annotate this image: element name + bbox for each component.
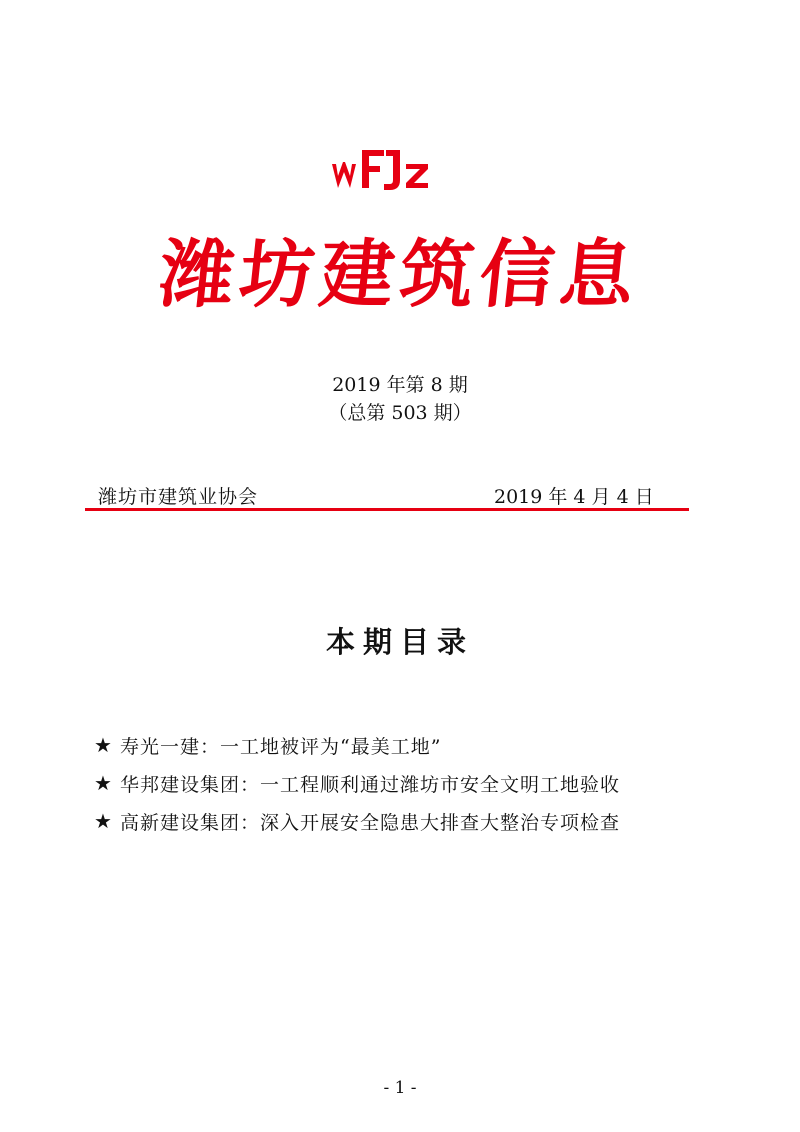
issue-total-number: （总第 503 期） <box>328 402 472 424</box>
toc-title: 本期目录 <box>325 625 474 659</box>
toc-item[interactable] <box>94 764 620 802</box>
page-number: - 1 - <box>383 1078 417 1098</box>
toc-item-headline: 深入开展安全隐患大排查大整治专项检查 <box>260 811 621 834</box>
toc-item[interactable] <box>94 802 620 840</box>
toc-item-headline: 一工地被评为“最美工地” <box>220 735 442 758</box>
masthead-title: 潍坊建筑信息 <box>155 232 645 318</box>
toc-item-org: 华邦建设集团 <box>120 773 241 796</box>
wfjz-logo-mark <box>328 140 434 194</box>
toc-item-org: 寿光一建 <box>120 735 201 758</box>
toc-item-org: 高新建设集团 <box>120 811 241 834</box>
toc-item-separator: ： <box>240 811 261 834</box>
issue-number: 2019 年第 8 期 <box>332 374 468 396</box>
toc-item-separator: ： <box>200 735 221 758</box>
publish-date: 2019 年 4 月 4 日 <box>494 486 654 508</box>
toc-item[interactable] <box>94 726 620 764</box>
toc-list <box>94 726 620 840</box>
header-divider <box>85 508 689 511</box>
star-icon: ★ <box>94 809 113 833</box>
toc-item-separator: ： <box>240 773 261 796</box>
toc-item-headline: 一工程顺利通过潍坊市安全文明工地验收 <box>260 773 621 796</box>
publisher-name: 潍坊市建筑业协会 <box>98 486 259 508</box>
star-icon: ★ <box>94 733 113 757</box>
star-icon: ★ <box>94 771 113 795</box>
wfjz-logo <box>328 140 434 194</box>
